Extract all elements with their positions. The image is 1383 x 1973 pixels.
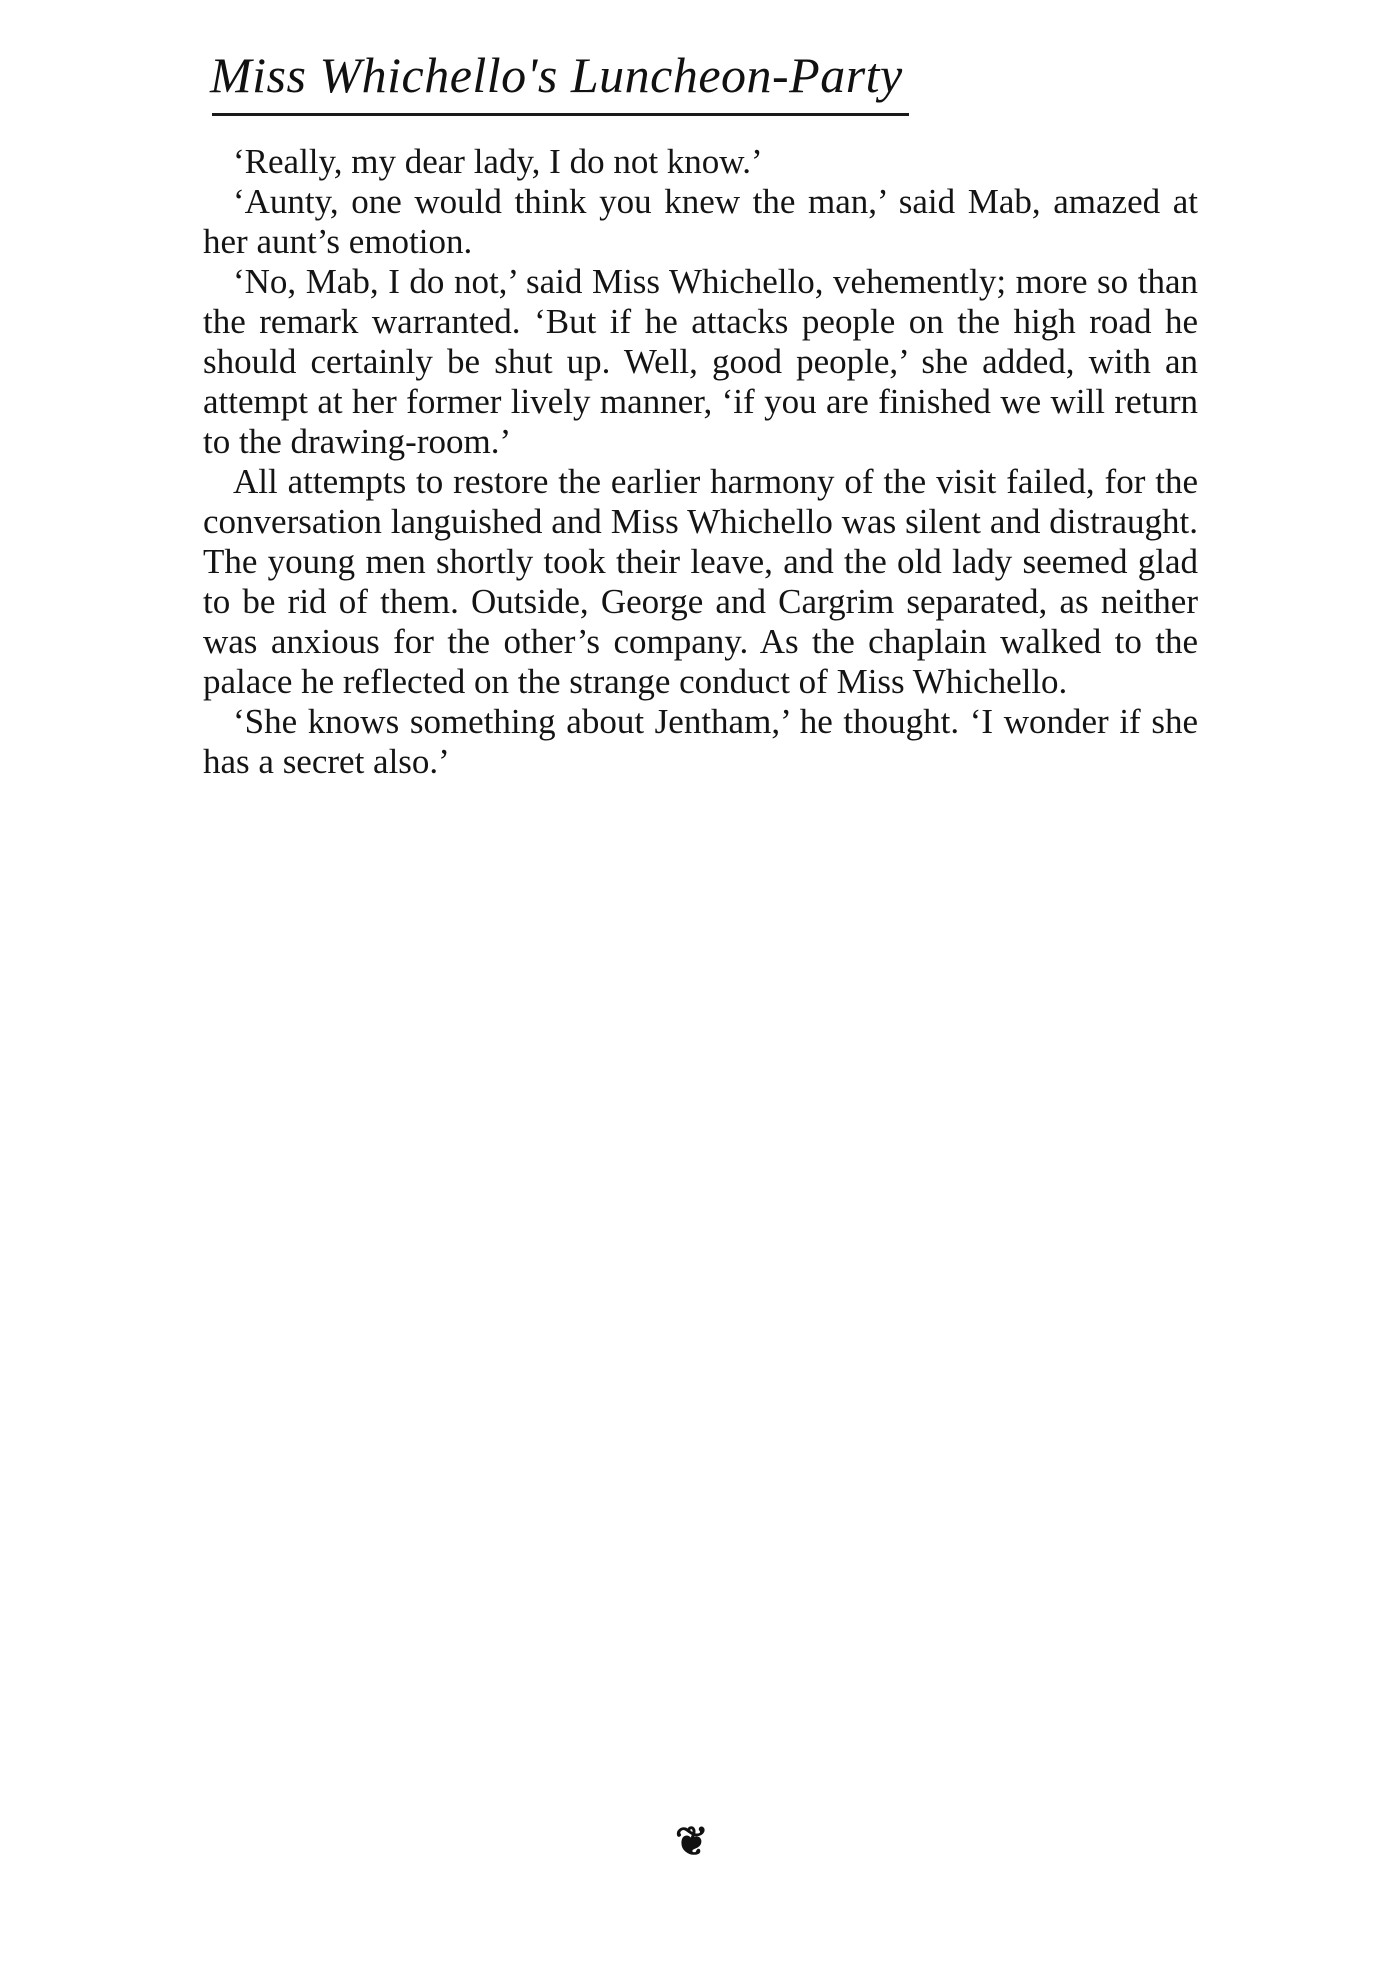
paragraph: ‘Aunty, one would think you knew the man,’ said Mab, amazed at her aunt’s emotion. [203, 182, 1198, 261]
running-head: Miss Whichello's Luncheon-Party [210, 47, 903, 103]
paragraph: All attempts to restore the earlier harmony of the visit failed, for the conversation languished and Miss Whichello was silent and distraught. The young men shortly took their leave, and the old lady seemed glad to be rid of them. Outside, George and Cargrim separated, as neither was anxious for the other’s company. As the chaplain walked to the palace he reflected on the strange conduct of Miss Whichello. [203, 462, 1198, 701]
header-rule [212, 113, 909, 116]
paragraph: ‘Really, my dear lady, I do not know.’ [233, 142, 763, 181]
paragraph: ‘She knows something about Jentham,’ he thought. ‘I wonder if she has a secret also.’ [203, 702, 1198, 781]
paragraph: ‘No, Mab, I do not,’ said Miss Whichello, vehemently; more so than the remark warranted. ‘But if he attacks people on the high road he should certainly be shut up. Well, good people,’ she added, with an attempt at her former lively manner, ‘if you are finished we will return to the drawing-room.’ [203, 262, 1198, 461]
signature-mark-ornament: ❦ [675, 1819, 709, 1864]
body-text [203, 142, 1198, 782]
